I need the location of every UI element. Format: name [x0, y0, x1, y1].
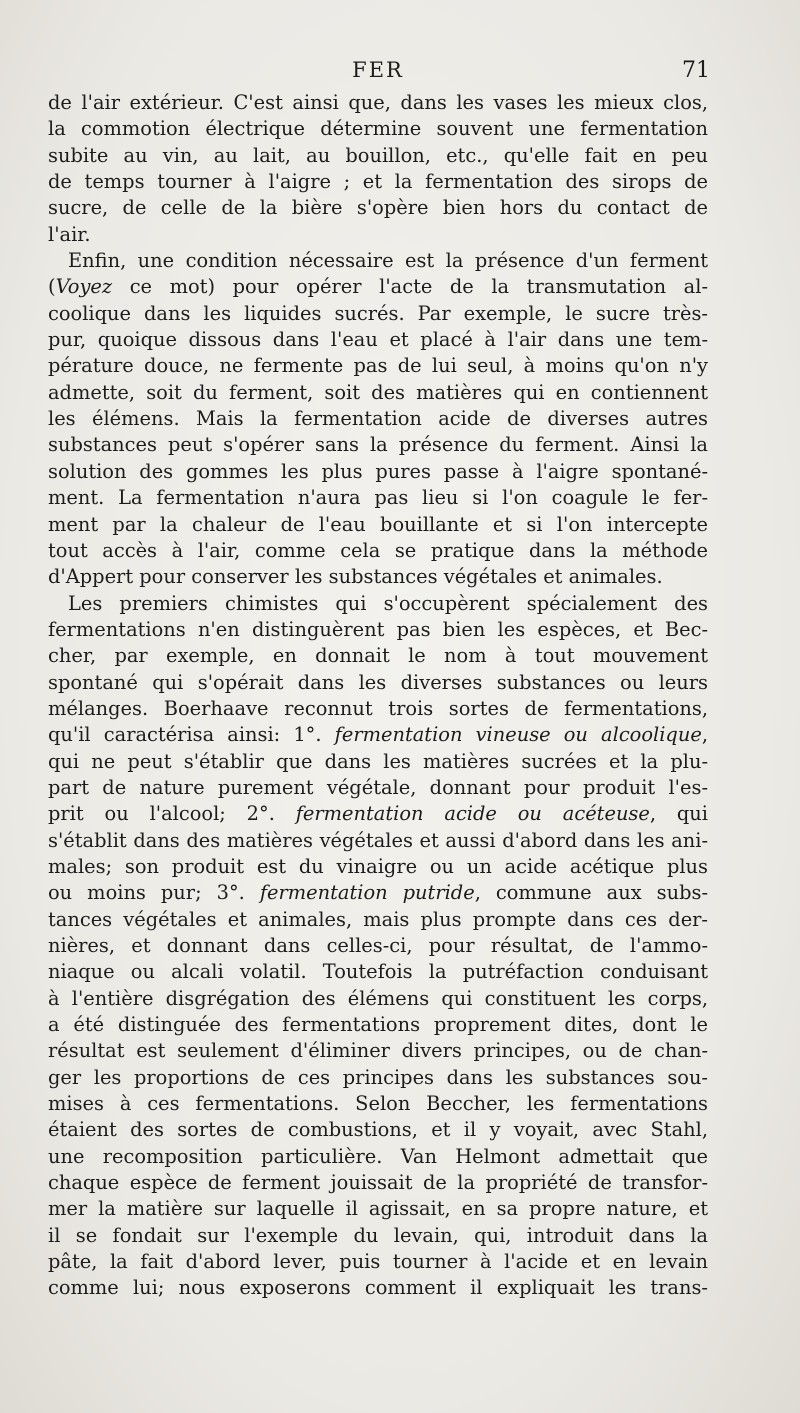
- text-line: s'établit dans des matières végétales et aussi d'abord dans les ani-: [48, 828, 708, 852]
- text-line: pérature douce, ne fermente pas de lui seul, à moins qu'on n'y: [48, 354, 708, 378]
- text-line: coolique dans les liquides sucrés. Par exemple, le sucre très-: [48, 301, 708, 325]
- text-line: males; son produit est du vinaigre ou un acide acétique plus: [48, 854, 708, 878]
- text-line: Les premiers chimistes qui s'occupèrent spécialement des: [68, 591, 708, 615]
- text-line: Enfin, une condition nécessaire est la présence d'un ferment: [68, 249, 708, 273]
- text-line: spontané qui s'opérait dans les diverses substances ou leurs: [48, 670, 708, 694]
- text-line: de l'air extérieur. C'est ainsi que, dans les vases les mieux clos,: [48, 91, 708, 114]
- text-line: ment. La fermentation n'aura pas lieu si l'on coagule le fer-: [48, 486, 708, 510]
- text-line: qu'il caractérisa ainsi: 1°. fermentation vineuse ou alcoolique,: [48, 723, 708, 747]
- text-line: tances végétales et animales, mais plus prompte dans ces der-: [48, 907, 708, 931]
- text-line: pâte, la fait d'abord lever, puis tourner à l'acide et en levain: [48, 1250, 708, 1274]
- text-line: (Voyez ce mot) pour opérer l'acte de la transmutation al-: [48, 275, 708, 299]
- text-line: étaient des sortes de combustions, et il y voyait, avec Stahl,: [48, 1118, 708, 1142]
- text-line: nières, et donnant dans celles-ci, pour résultat, de l'ammo-: [48, 934, 708, 957]
- text-line: ou moins pur; 3°. fermentation putride, commune aux subs-: [48, 881, 708, 905]
- text-line: sucre, de celle de la bière s'opère bien hors du contact de: [48, 196, 708, 220]
- text-line: les élémens. Mais la fermentation acide de diverses autres: [48, 407, 708, 431]
- paragraph-1: [48, 90, 708, 248]
- text-line: qui ne peut s'établir que dans les matières sucrées et la plu-: [48, 749, 708, 773]
- text-line: admette, soit du ferment, soit des matières qui en contiennent: [48, 380, 708, 404]
- text-line: mélanges. Boerhaave reconnut trois sortes de fermentations,: [48, 696, 708, 720]
- text-line: l'air.: [48, 222, 91, 246]
- text-line: fermentations n'en distinguèrent pas bien les espèces, et Bec-: [48, 617, 708, 641]
- text-line: mer la matière sur laquelle il agissait, en sa propre nature, et: [48, 1197, 708, 1221]
- text-line: mises à ces fermentations. Selon Beccher, les fermentations: [48, 1092, 708, 1116]
- text-line: solution des gommes les plus pures passe à l'aigre spontané-: [48, 459, 708, 483]
- text-line: à l'entière disgrégation des élémens qui constituent les corps,: [48, 986, 708, 1010]
- text-line: d'Appert pour conserver les substances végétales et animales.: [48, 565, 663, 589]
- page-number: 71: [682, 58, 710, 83]
- text-line: niaque ou alcali volatil. Toutefois la putréfaction conduisant: [48, 960, 708, 984]
- italic-term: fermentation vineuse ou alcoolique: [334, 723, 702, 747]
- text-line: pur, quoique dissous dans l'eau et placé à l'air dans une tem-: [48, 328, 708, 352]
- text-line: chaque espèce de ferment jouissait de la propriété de transfor-: [48, 1171, 708, 1195]
- paragraph-3: [48, 591, 708, 1302]
- text-line: a été distinguée des fermentations proprement dites, dont le: [48, 1013, 708, 1037]
- running-title: FER: [352, 58, 404, 82]
- italic-term: fermentation acide ou acéteuse: [295, 802, 650, 826]
- text-line: cher, par exemple, en donnait le nom à tout mouvement: [48, 644, 708, 668]
- text-line: part de nature purement végétale, donnant pour produit l'es-: [48, 775, 708, 799]
- body-text: [48, 90, 708, 1302]
- text-line: comme lui; nous exposerons comment il expliquait les trans-: [48, 1276, 708, 1300]
- text-line: la commotion électrique détermine souvent une fermentation: [48, 117, 708, 141]
- text-line: une recomposition particulière. Van Helmont admettait que: [48, 1144, 708, 1168]
- text-line: prit ou l'alcool; 2°. fermentation acide ou acéteuse, qui: [48, 802, 708, 826]
- text-line: de temps tourner à l'aigre ; et la fermentation des sirops de: [48, 170, 708, 194]
- text-line: résultat est seulement d'éliminer divers principes, ou de chan-: [48, 1039, 708, 1063]
- italic-term: Voyez: [55, 275, 113, 299]
- paragraph-2: [48, 248, 708, 590]
- page-header: [48, 58, 708, 90]
- text-line: subite au vin, au lait, au bouillon, etc., qu'elle fait en peu: [48, 143, 708, 167]
- italic-term: fermentation putride: [259, 881, 475, 905]
- text-line: ger les proportions de ces principes dans les substances sou-: [48, 1065, 708, 1089]
- text-line: ment par la chaleur de l'eau bouillante et si l'on intercepte: [48, 512, 708, 536]
- text-line: tout accès à l'air, comme cela se pratique dans la méthode: [48, 538, 708, 562]
- text-line: il se fondait sur l'exemple du levain, qui, introduit dans la: [48, 1223, 708, 1247]
- text-line: substances peut s'opérer sans la présence du ferment. Ainsi la: [48, 433, 708, 457]
